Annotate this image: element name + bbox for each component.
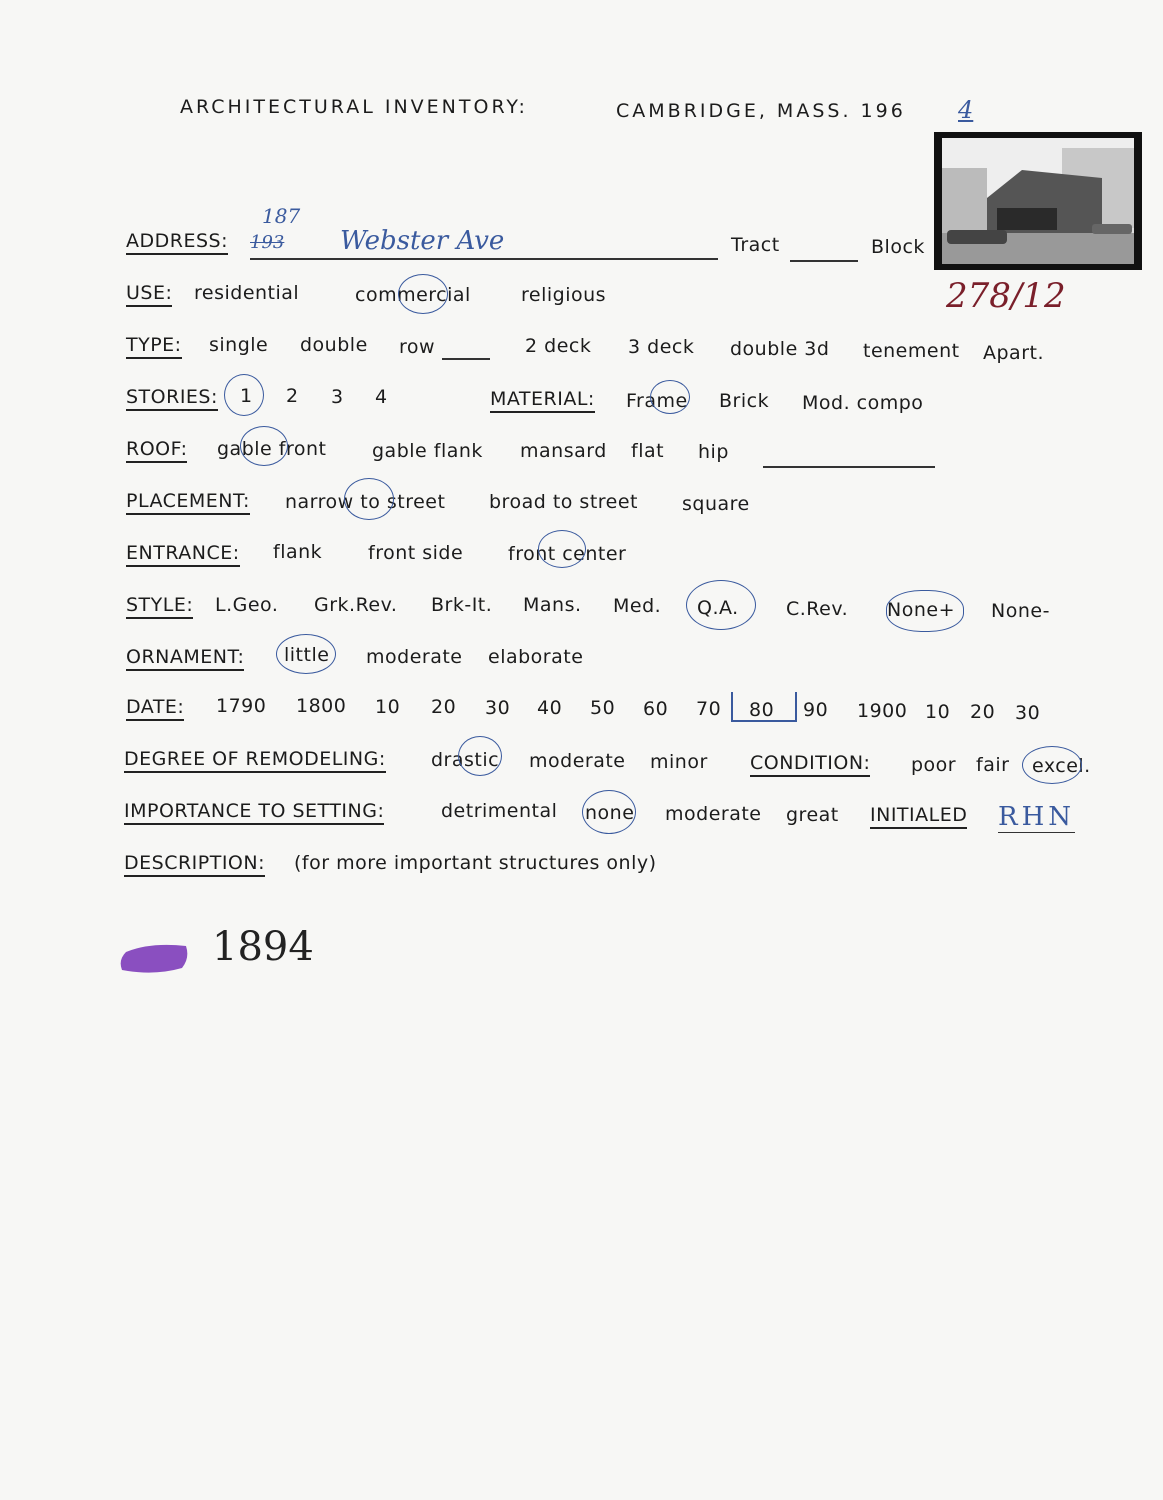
remodeling-selection-circle [458, 736, 502, 776]
material-frame: Frame [626, 390, 688, 412]
importance-moderate: moderate [665, 803, 762, 825]
address-line [250, 258, 718, 260]
style-c-rev: C.Rev. [786, 598, 849, 620]
entrance-front-center: front center [508, 543, 627, 565]
type-apart: Apart. [983, 342, 1045, 364]
roof-mansard: mansard [520, 440, 607, 462]
address-label: ADDRESS: [126, 230, 228, 255]
building-photo-icon [942, 138, 1134, 264]
roof-blank-line [763, 466, 935, 468]
style-med: Med. [613, 595, 662, 617]
material-brick: Brick [719, 390, 770, 412]
date-20: 20 [431, 696, 457, 718]
condition-excel: excel. [1032, 755, 1091, 777]
ornament-elaborate: elaborate [488, 646, 584, 668]
use-label: USE: [126, 282, 172, 307]
importance-label: IMPORTANCE TO SETTING: [124, 800, 384, 825]
year-digit-handwritten: 4 [958, 96, 974, 124]
style-none-plus: None+ [887, 599, 955, 621]
importance-none: none [585, 802, 635, 824]
use-religious: religious [521, 284, 607, 306]
date-50: 50 [590, 697, 616, 719]
placement-narrow-to-street: narrow to street [285, 491, 446, 513]
tract-line [790, 260, 858, 262]
date-80: 80 [749, 699, 775, 721]
date-10: 10 [375, 696, 401, 718]
type-tenement: tenement [863, 340, 960, 362]
building-photo [934, 132, 1142, 270]
stories-1: 1 [240, 385, 253, 407]
type-row: row [399, 336, 436, 358]
form-city-year: CAMBRIDGE, MASS. 196 [616, 100, 906, 122]
placement-broad-to-street: broad to street [489, 491, 639, 513]
date-1900: 1900 [857, 700, 908, 722]
style-none-minus: None- [991, 600, 1050, 622]
roof-hip: hip [698, 441, 729, 463]
remodeling-drastic: drastic [431, 749, 500, 771]
importance-detrimental: detrimental [441, 800, 558, 822]
condition-label: CONDITION: [750, 752, 870, 777]
style-label: STYLE: [126, 594, 193, 619]
stories-4: 4 [375, 386, 388, 408]
purple-marker-mark-icon [120, 938, 192, 976]
type-3-deck: 3 deck [628, 336, 695, 358]
placement-selection-circle [344, 478, 394, 520]
entrance-front-side: front side [368, 542, 464, 564]
roof-label: ROOF: [126, 438, 187, 463]
date-label: DATE: [126, 696, 184, 721]
initialed-label: INITIALED [870, 804, 967, 829]
initialed-value: RHN [998, 802, 1075, 832]
placement-square: square [682, 493, 750, 515]
date-30: 30 [485, 697, 511, 719]
roof-flat: flat [631, 440, 665, 462]
style-selection-circle [686, 580, 756, 630]
type-blank-line [442, 358, 490, 360]
ornament-little: little [284, 644, 330, 666]
placement-label: PLACEMENT: [126, 490, 250, 515]
roof-gable-flank: gable flank [372, 440, 483, 462]
date-1800: 1800 [296, 695, 347, 717]
tract-label: Tract [731, 234, 780, 256]
date-90: 90 [803, 699, 829, 721]
address-number-crossed-out: 193 [250, 232, 285, 253]
material-label: MATERIAL: [490, 388, 595, 413]
roof-gable-front: gable front [217, 438, 327, 460]
entrance-flank: flank [273, 541, 323, 563]
condition-poor: poor [911, 754, 957, 776]
ornament-label: ORNAMENT: [126, 646, 244, 671]
photo-reference-number: 278/12 [946, 276, 1066, 316]
material-mod-compo: Mod. compo [802, 392, 924, 414]
type-single: single [209, 334, 269, 356]
material-selection-circle [650, 380, 690, 414]
address-number-corrected: 187 [262, 204, 301, 228]
style-grk-rev: Grk.Rev. [314, 594, 398, 616]
form-title: ARCHITECTURAL INVENTORY: [180, 96, 528, 118]
importance-great: great [786, 804, 839, 826]
date-selection-bracket [731, 692, 797, 722]
style-none-circle [886, 590, 964, 632]
roof-selection-circle [240, 426, 288, 466]
stories-selection-circle [224, 374, 264, 416]
entrance-selection-circle [538, 530, 586, 568]
ornament-selection-circle [276, 634, 336, 674]
remodeling-label: DEGREE OF REMODELING: [124, 748, 386, 773]
type-2-deck: 2 deck [525, 335, 592, 357]
date-60: 60 [643, 698, 669, 720]
date-1930: 30 [1015, 702, 1041, 724]
date-70: 70 [696, 698, 722, 720]
type-double: double [300, 334, 368, 356]
entrance-label: ENTRANCE: [126, 542, 240, 567]
use-selection-circle [398, 274, 448, 314]
block-label: Block [871, 236, 925, 258]
use-commercial: commercial [355, 284, 471, 306]
style-l-geo: L.Geo. [215, 594, 279, 616]
date-1920: 20 [970, 701, 996, 723]
stories-2: 2 [286, 385, 299, 407]
remodeling-moderate: moderate [529, 750, 626, 772]
style-brk-it: Brk-It. [431, 594, 493, 616]
stories-label: STORIES: [126, 386, 218, 411]
address-street-handwritten: Webster Ave [340, 226, 505, 256]
type-double-3d: double 3d [730, 338, 830, 360]
description-label: DESCRIPTION: [124, 852, 265, 877]
date-1790: 1790 [216, 695, 267, 717]
description-handwritten-date: 1894 [212, 924, 314, 970]
type-label: TYPE: [126, 334, 182, 359]
date-1910: 10 [925, 701, 951, 723]
style-q-a: Q.A. [697, 597, 739, 619]
stories-3: 3 [331, 386, 344, 408]
use-residential: residential [194, 282, 300, 304]
ornament-moderate: moderate [366, 646, 463, 668]
style-mans: Mans. [523, 594, 582, 616]
description-note: (for more important structures only) [294, 852, 657, 874]
condition-fair: fair [976, 754, 1010, 776]
remodeling-minor: minor [650, 751, 708, 773]
condition-selection-circle [1022, 746, 1082, 784]
date-40: 40 [537, 697, 563, 719]
importance-selection-circle [582, 790, 636, 834]
